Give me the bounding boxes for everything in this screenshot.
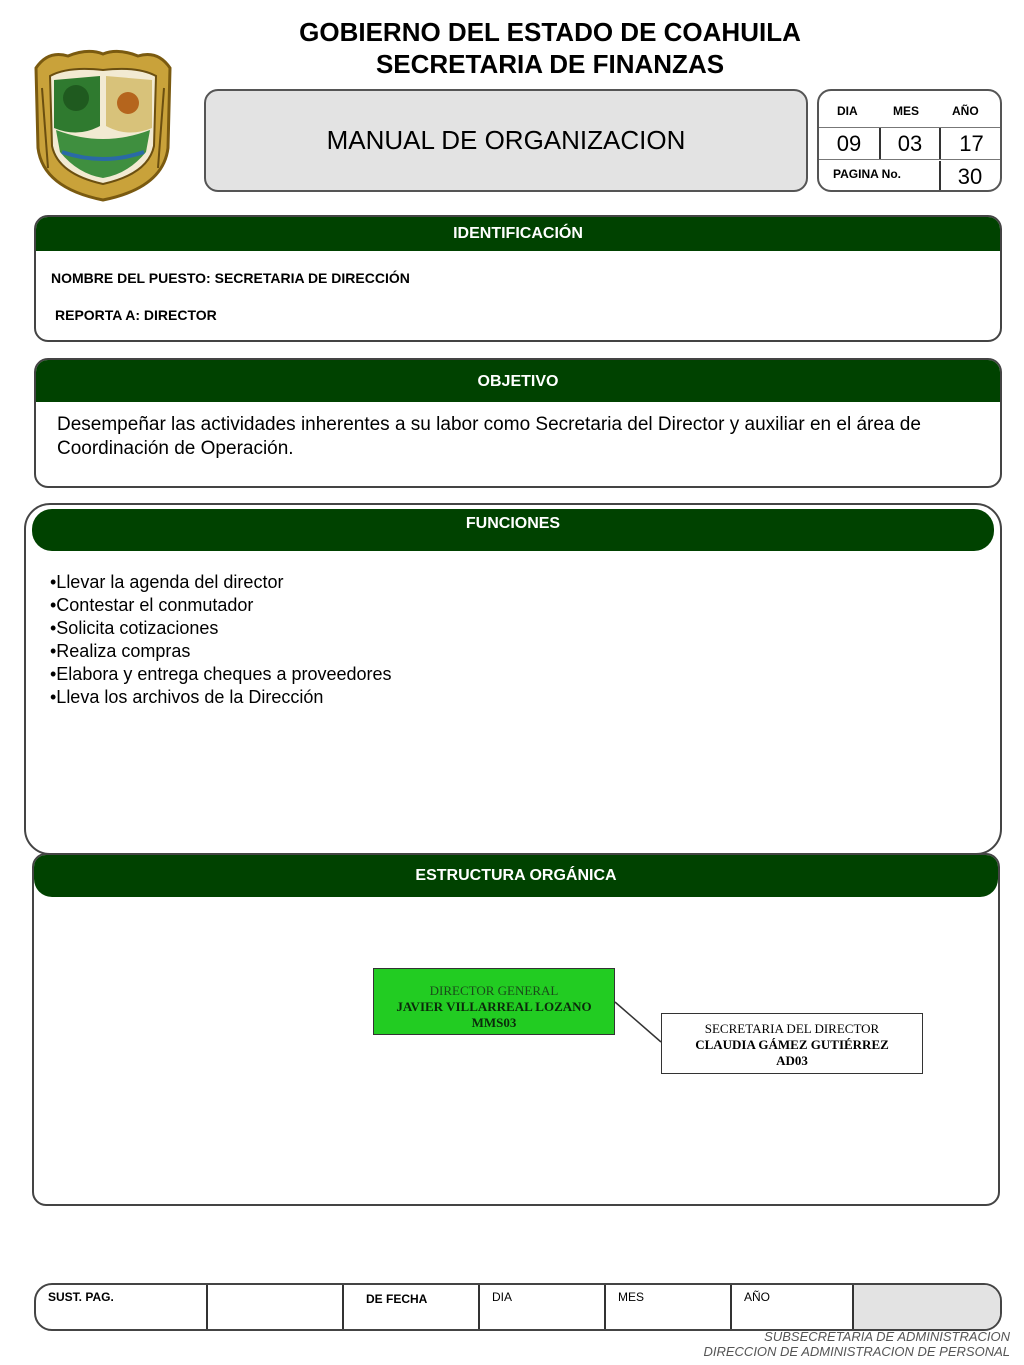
org-structure-heading: ESTRUCTURA ORGÁNICA xyxy=(34,855,998,897)
footer-de-fecha: DE FECHA xyxy=(366,1292,428,1306)
secretary-code: AD03 xyxy=(776,1053,808,1068)
objective-heading: OBJETIVO xyxy=(36,360,1000,402)
footer-sust-pag-value xyxy=(208,1285,342,1329)
director-title: DIRECTOR GENERAL xyxy=(429,983,559,998)
government-title xyxy=(230,16,870,80)
functions-heading: FUNCIONES xyxy=(32,509,994,551)
date-values-row xyxy=(819,127,1000,160)
list-item: •Lleva los archivos de la Dirección xyxy=(50,687,324,707)
year-value: 17 xyxy=(941,128,1002,159)
day-value: 09 xyxy=(819,128,879,159)
footer-table xyxy=(34,1283,1002,1331)
objective-text: Desempeñar las actividades inherentes a su labor como Secretaria del Director y auxiliar en el área de Coordinación de Operación. xyxy=(57,414,921,459)
identification-heading: IDENTIFICACIÓN xyxy=(36,217,1000,251)
page-label: PAGINA No. xyxy=(833,167,901,181)
date-box xyxy=(817,89,1002,192)
functions-list xyxy=(50,571,392,709)
day-label: DIA xyxy=(837,104,858,118)
director-name: JAVIER VILLARREAL LOZANO xyxy=(396,999,592,1014)
list-item: •Contestar el conmutador xyxy=(50,595,254,615)
footer-subsecretaria: SUBSECRETARIA DE ADMINISTRACION xyxy=(764,1329,1010,1344)
position-name: NOMBRE DEL PUESTO: SECRETARIA DE DIRECCIÓN xyxy=(51,270,410,286)
footer-dia: DIA xyxy=(492,1290,513,1304)
director-code: MMS03 xyxy=(471,1015,517,1030)
year-label: AÑO xyxy=(952,104,979,118)
footer-mes: MES xyxy=(618,1290,645,1304)
government-title-line2: SECRETARIA DE FINANZAS xyxy=(375,49,725,79)
functions-section xyxy=(24,503,1002,855)
page-number: 30 xyxy=(939,161,999,192)
list-item: •Elabora y entrega cheques a proveedores xyxy=(50,664,392,684)
secretary-title: SECRETARIA DEL DIRECTOR xyxy=(704,1021,880,1036)
footer-shaded-cell xyxy=(854,1285,1002,1329)
list-item: •Llevar la agenda del director xyxy=(50,572,284,592)
government-title-line1: GOBIERNO DEL ESTADO DE COAHUILA xyxy=(299,17,801,47)
list-item: •Solicita cotizaciones xyxy=(50,618,219,638)
month-label: MES xyxy=(893,104,920,118)
reports-to: REPORTA A: DIRECTOR xyxy=(55,307,217,323)
coat-of-arms-logo xyxy=(28,48,178,203)
secretary-name: CLAUDIA GÁMEZ GUTIÉRREZ xyxy=(695,1037,889,1052)
document-title-box xyxy=(204,89,808,192)
org-node-director xyxy=(373,968,615,1035)
objective-section xyxy=(34,358,1002,488)
org-node-secretary xyxy=(661,1013,923,1074)
list-item: •Realiza compras xyxy=(50,641,191,661)
footer-anio: AÑO xyxy=(744,1290,771,1304)
footer-sust-pag: SUST. PAG. xyxy=(48,1290,114,1304)
document-title: MANUAL DE ORGANIZACION xyxy=(326,125,686,155)
identification-section xyxy=(34,215,1002,342)
month-value: 03 xyxy=(881,128,939,159)
footer-direccion: DIRECCION DE ADMINISTRACION DE PERSONAL xyxy=(703,1344,1010,1359)
